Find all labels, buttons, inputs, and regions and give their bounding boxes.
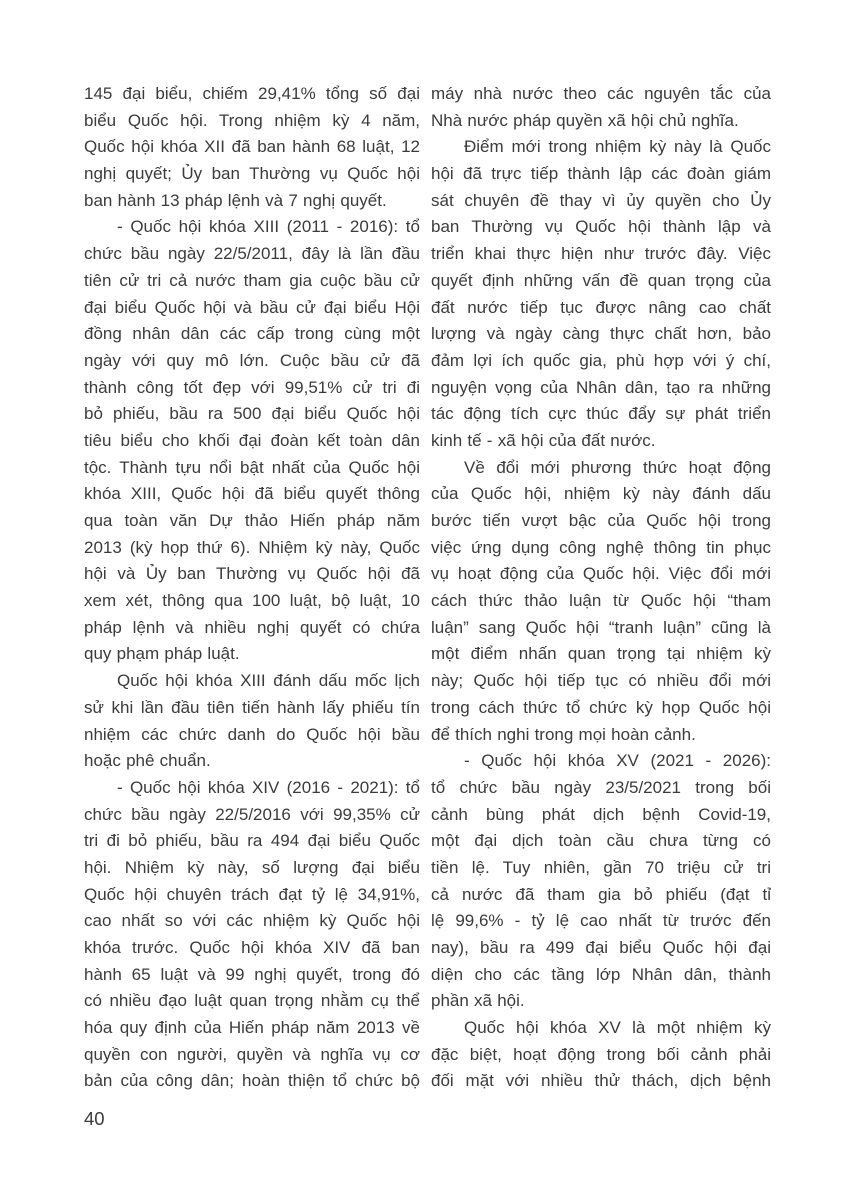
text-line: vụ hoạt động của Quốc hội. Việc đổi mới	[431, 564, 771, 584]
text-line: đặc biệt, hoạt động trong bối cảnh phải	[431, 1044, 771, 1064]
text-line: hành 65 luật và 99 nghị quyết, trong đó	[84, 964, 420, 984]
text-line: quyết định những vấn đề quan trọng của	[431, 270, 771, 290]
text-line: hoặc phê chuẩn.	[84, 751, 211, 771]
text-line: cả nước đã tham gia bỏ phiếu (đạt tỉ	[431, 884, 771, 904]
paragraph	[431, 748, 771, 1015]
text-line: luận” sang Quốc hội “tranh luận” cũng là	[431, 617, 771, 637]
text-line: trong cách thức tổ chức kỳ họp Quốc hội	[431, 697, 771, 717]
text-line: tộc. Thành tựu nổi bật nhất của Quốc hội	[84, 457, 420, 477]
text-line: khóa trước. Quốc hội khóa XIV đã ban	[84, 938, 420, 957]
text-line: sử khi lần đầu tiên tiến hành lấy phiếu tín	[84, 697, 420, 717]
text-line: triển khai thực hiện như trước đây. Việc	[431, 244, 771, 264]
text-line: tri đi bỏ phiếu, bầu ra 494 đại biểu Quốc	[84, 831, 420, 851]
text-line: tổ chức bầu ngày 23/5/2021 trong bối	[431, 777, 771, 797]
text-line: Quốc hội khóa XII đã ban hành 68 luật, 12	[84, 137, 420, 157]
text-line: cảnh bùng phát dịch bệnh Covid-19,	[431, 804, 771, 824]
text-column-right	[431, 81, 771, 1095]
text-line: diện cho các tầng lớp Nhân dân, thành	[431, 964, 771, 984]
text-line: chức bầu ngày 22/5/2011, đây là lần đầu	[84, 244, 420, 264]
text-line: nghị quyết; Ủy ban Thường vụ Quốc hội	[84, 164, 420, 184]
text-line: Điểm mới trong nhiệm kỳ này là Quốc	[464, 137, 771, 157]
text-line: đồng nhân dân các cấp trong cùng một	[84, 324, 420, 344]
text-line: một đại dịch toàn cầu chưa từng có	[431, 831, 771, 851]
paragraph	[431, 81, 771, 134]
text-line: của Quốc hội, nhiệm kỳ này đánh dấu	[431, 484, 771, 504]
paragraph	[84, 775, 420, 1095]
text-line: hội đã trực tiếp thành lập các đoàn giám	[431, 164, 771, 184]
text-line: thành công tốt đẹp với 99,51% cử tri đi	[84, 377, 420, 397]
text-line: qua toàn văn Dự thảo Hiến pháp năm	[84, 511, 420, 530]
text-line: tiêu biểu cho khối đại đoàn kết toàn dân	[84, 430, 420, 450]
text-line: tác động tích cực thúc đẩy sự phát triển	[431, 404, 771, 424]
text-line: kinh tế - xã hội của đất nước.	[431, 430, 656, 450]
text-line: phần xã hội.	[431, 991, 525, 1011]
text-line: quy phạm pháp luật.	[84, 644, 240, 664]
text-line: cách thức thảo luận từ Quốc hội “tham	[431, 591, 771, 611]
text-line: sát chuyên đề thay vì ủy quyền cho Ủy	[431, 190, 771, 210]
text-line: pháp lệnh và nhiều nghị quyết có chứa	[84, 617, 420, 637]
text-line: xem xét, thông qua 100 luật, bộ luật, 10	[84, 591, 420, 611]
text-line: quyền con người, quyền và nghĩa vụ cơ	[84, 1044, 420, 1064]
text-line: 2013 (kỳ họp thứ 6). Nhiệm kỳ này, Quốc	[84, 537, 420, 557]
text-line: lệ 99,6% - tỷ lệ cao nhất từ trước đến	[431, 911, 771, 931]
text-line: ban Thường vụ Quốc hội thành lập và	[431, 217, 771, 237]
text-line: ban hành 13 pháp lệnh và 7 nghị quyết.	[84, 190, 387, 210]
text-line: đối mặt với nhiều thử thách, dịch bệnh	[431, 1071, 771, 1091]
text-line: đại biểu Quốc hội và bầu cử đại biểu Hội	[84, 297, 420, 317]
text-line: một điểm nhấn quan trọng tại nhiệm kỳ	[431, 644, 771, 664]
text-line: ngày với quy mô lớn. Cuộc bầu cử đã	[84, 350, 420, 370]
text-line: nhiệm các chức danh do Quốc hội bầu	[84, 724, 420, 744]
text-line: Nhà nước pháp quyền xã hội chủ nghĩa.	[431, 110, 739, 130]
paragraph	[431, 134, 771, 454]
text-line: biểu Quốc hội. Trong nhiệm kỳ 4 năm,	[84, 110, 420, 130]
text-line: bỏ phiếu, bầu ra 500 đại biểu Quốc hội	[84, 404, 420, 424]
text-line: cao nhất so với các nhiệm kỳ Quốc hội	[84, 911, 420, 931]
text-line: máy nhà nước theo các nguyên tắc của	[431, 84, 771, 103]
page-number: 40	[84, 1108, 105, 1129]
text-line: việc ứng dụng công nghệ thông tin phục	[431, 537, 771, 557]
text-line: nguyện vọng của Nhân dân, tạo ra những	[431, 377, 771, 397]
text-line: hội và Ủy ban Thường vụ Quốc hội đã	[84, 564, 420, 584]
text-line: Quốc hội khóa XIII đánh dấu mốc lịch	[117, 671, 420, 691]
text-line: - Quốc hội khóa XV (2021 - 2026):	[464, 751, 771, 771]
text-line: bước tiến vượt bậc của Quốc hội trong	[431, 511, 771, 530]
text-line: này; Quốc hội tiếp tục có nhiều đổi mới	[431, 671, 771, 691]
text-line: - Quốc hội khóa XIV (2016 - 2021): tổ	[117, 777, 420, 797]
paragraph	[431, 1015, 771, 1095]
paragraph	[84, 668, 420, 775]
text-line: khóa XIII, Quốc hội đã biểu quyết thông	[84, 484, 420, 504]
text-line: để thích nghi trong mọi hoàn cảnh.	[431, 724, 696, 744]
text-line: Quốc hội chuyên trách đạt tỷ lệ 34,91%,	[84, 884, 420, 904]
text-line: có nhiều đạo luật quan trọng nhằm cụ thể	[84, 991, 420, 1011]
text-line: lượng và ngày càng thực chất hơn, bảo	[431, 324, 771, 344]
text-line: tiền lệ. Tuy nhiên, gần 70 triệu cử tri	[431, 857, 771, 877]
text-line: Về đổi mới phương thức hoạt động	[464, 457, 771, 477]
text-line: đất nước tiếp tục được nâng cao chất	[431, 297, 771, 317]
paragraph	[84, 214, 420, 668]
text-line: - Quốc hội khóa XIII (2011 - 2016): tổ	[117, 217, 420, 237]
text-line: hội. Nhiệm kỳ này, số lượng đại biểu	[84, 857, 420, 877]
text-line: hóa quy định của Hiến pháp năm 2013 về	[84, 1018, 420, 1038]
paragraph	[431, 455, 771, 749]
text-line: nay), bầu ra 499 đại biểu Quốc hội đại	[431, 938, 771, 957]
text-column-left	[84, 81, 420, 1095]
paragraph	[84, 81, 420, 214]
text-line: chức bầu ngày 22/5/2016 với 99,35% cử	[84, 804, 420, 824]
text-line: đảm lợi ích quốc gia, phù hợp với ý chí,	[431, 350, 771, 370]
text-line: 145 đại biểu, chiếm 29,41% tổng số đại	[84, 84, 420, 103]
text-line: tiên cử tri cả nước tham gia cuộc bầu cử	[84, 270, 420, 290]
text-line: bản của công dân; hoàn thiện tổ chức bộ	[84, 1071, 420, 1091]
text-line: Quốc hội khóa XV là một nhiệm kỳ	[464, 1018, 771, 1038]
